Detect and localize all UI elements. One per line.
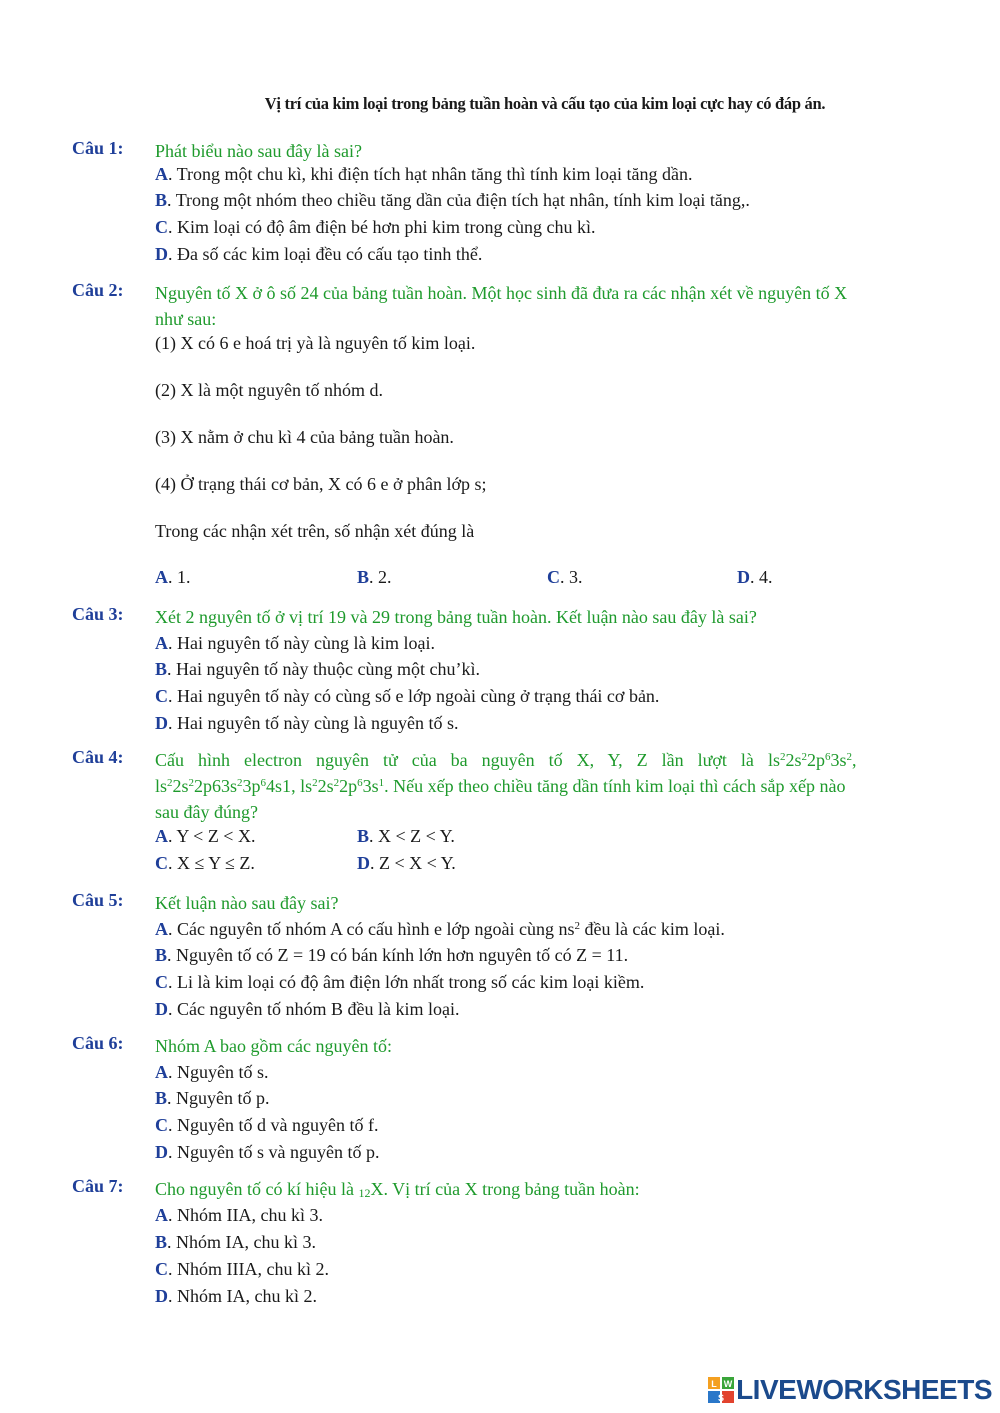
option-text: . Nguyên tố p. — [167, 1088, 270, 1108]
option-c[interactable] — [155, 214, 945, 240]
option-text: . Y < Z < X. — [168, 826, 256, 846]
option-letter: C — [155, 1259, 168, 1279]
option-a[interactable]: A. Các nguyên tố nhóm A có cấu hình e lớp ngoài cùng $ns^2$ đều là các kim loại. — [155, 919, 725, 939]
option-text: . Li là kim loại có độ âm điện lớn nhất trong số các kim loại kiềm. — [168, 972, 645, 992]
option-c[interactable] — [155, 1112, 945, 1138]
option-text: . 4. — [750, 567, 773, 587]
option-text: . Nguyên tố s. — [168, 1062, 269, 1082]
option-text: . Đa số các kim loại đều có cấu tạo tinh thể. — [168, 244, 483, 264]
option-text: . Kim loại có độ âm điện bé hơn phi kim trong cùng chu kì. — [168, 217, 596, 237]
option-letter: C — [155, 972, 168, 992]
question-label: Câu 5: — [72, 890, 124, 910]
option-letter: B — [357, 826, 370, 846]
question-label: Câu 4: — [72, 747, 124, 767]
question-text: Cấu hình electron nguyên tử của ba nguyên tố X, Y, Z lần lượt là $ls^22s^22p^63s^2$, — [155, 750, 857, 770]
option-letter: A — [155, 826, 168, 846]
svg-text:S: S — [718, 1393, 725, 1403]
option-b[interactable] — [357, 567, 392, 588]
option-text: . X ≤ Y ≤ Z. — [168, 853, 255, 873]
option-letter: C — [155, 217, 168, 237]
option-letter: C — [155, 853, 168, 873]
option-a[interactable] — [155, 1059, 945, 1085]
statement-1: (1) X có 6 e hoá trị yà là nguyên tố kim loại. — [155, 333, 476, 353]
option-b[interactable] — [155, 187, 945, 213]
option-a[interactable] — [155, 1202, 945, 1228]
question-text-continued: $ls^22s^22p63s^23p^64s1$, $ls^22s^22p^63s^1$. Nếu xếp theo chiều tăng dần tính kim loại thì cách sắp xếp nào — [155, 776, 846, 796]
option-text: . Z < X < Y. — [370, 853, 456, 873]
option-letter: B — [357, 567, 370, 587]
option-text: . Nhóm IIIA, chu kì 2. — [168, 1259, 329, 1279]
option-b[interactable] — [155, 1085, 945, 1111]
option-letter: D — [357, 853, 370, 873]
option-b[interactable] — [155, 1229, 945, 1255]
option-a[interactable] — [155, 567, 191, 588]
option-d[interactable] — [357, 853, 456, 874]
option-c[interactable] — [155, 1256, 945, 1282]
option-d[interactable] — [155, 996, 945, 1022]
option-d[interactable] — [155, 710, 945, 736]
question-text-continued: sau đây đúng? — [155, 802, 258, 822]
option-letter: C — [155, 686, 168, 706]
option-letter: A — [155, 919, 168, 939]
option-letter: A — [155, 1205, 168, 1225]
option-b[interactable] — [155, 656, 945, 682]
option-letter: C — [155, 1115, 168, 1135]
option-letter: B — [155, 1232, 168, 1252]
option-text: . Nguyên tố có Z = 19 có bán kính lớn hơn nguyên tố có Z = 11. — [167, 945, 629, 965]
option-b[interactable] — [357, 826, 455, 847]
option-a[interactable] — [155, 826, 255, 847]
question-label: Câu 2: — [72, 280, 124, 300]
question-label: Câu 3: — [72, 604, 124, 624]
liveworksheets-logo — [708, 1373, 992, 1407]
question-text: Nhóm A bao gồm các nguyên tố: — [155, 1036, 392, 1056]
statement-prompt: Trong các nhận xét trên, số nhận xét đúng là — [155, 521, 475, 541]
option-text: . Trong một chu kì, khi điện tích hạt nhân tăng thì tính kim loại tăng dần. — [168, 164, 693, 184]
option-text: . Nhóm IA, chu kì 2. — [168, 1286, 317, 1306]
option-c[interactable] — [155, 853, 255, 874]
question-label: Câu 6: — [72, 1033, 124, 1053]
option-letter: B — [155, 190, 168, 210]
option-letter: D — [155, 1286, 168, 1306]
option-text: . Các nguyên tố nhóm B đều là kim loại. — [168, 999, 460, 1019]
statement-3: (3) X nằm ở chu kì 4 của bảng tuần hoàn. — [155, 427, 454, 447]
option-text: . 3. — [560, 567, 583, 587]
option-letter: B — [155, 1088, 168, 1108]
option-letter: D — [155, 1142, 168, 1162]
option-text: . 2. — [369, 567, 392, 587]
option-letter: A — [155, 633, 168, 653]
statement-2: (2) X là một nguyên tố nhóm d. — [155, 380, 383, 400]
option-a[interactable] — [155, 161, 945, 187]
option-a[interactable] — [155, 630, 945, 656]
option-text: . Nguyên tố d và nguyên tố f. — [168, 1115, 379, 1135]
option-d[interactable] — [155, 1283, 945, 1309]
option-text: . Hai nguyên tố này cùng là nguyên tố s. — [168, 713, 459, 733]
logo-text: LIVEWORKSHEETS — [736, 1374, 992, 1405]
svg-text:W: W — [723, 1379, 733, 1389]
question-text: Nguyên tố X ở ô số 24 của bảng tuần hoàn. Một học sinh đã đưa ra các nhận xét về nguyên tố X — [155, 283, 848, 303]
option-d[interactable] — [155, 241, 945, 267]
liveworksheets-mark-icon — [708, 1377, 734, 1403]
option-letter: B — [155, 659, 168, 679]
option-text: . Nhóm IIA, chu kì 3. — [168, 1205, 323, 1225]
option-text: . Hai nguyên tố này cùng là kim loại. — [168, 633, 435, 653]
page-title: Vị trí của kim loại trong bảng tuần hoàn và cấu tạo của kim loại cực hay có đáp án. — [264, 94, 826, 113]
option-letter: D — [155, 244, 168, 264]
option-text: . 1. — [168, 567, 191, 587]
option-d[interactable] — [155, 1139, 945, 1165]
option-text: . Các nguyên tố nhóm A có cấu hình e lớp ngoài cùng ns — [168, 919, 575, 939]
option-text: . Hai nguyên tố này thuộc cùng một chu’kì. — [167, 659, 480, 679]
option-d[interactable] — [737, 567, 773, 588]
option-text: . Nguyên tố s và nguyên tố p. — [168, 1142, 380, 1162]
option-c[interactable] — [155, 969, 945, 995]
option-text: . X < Z < Y. — [369, 826, 455, 846]
option-letter: D — [155, 713, 168, 733]
option-text: . Nhóm IA, chu kì 3. — [167, 1232, 316, 1252]
question-text: Cho nguyên tố có kí hiệu là $_{12}$X. Vị trí của X trong bảng tuần hoàn: — [155, 1179, 640, 1200]
question-label: Câu 7: — [72, 1176, 124, 1196]
svg-text:L: L — [711, 1379, 717, 1389]
option-c[interactable] — [547, 567, 583, 588]
option-text: . Trong một nhóm theo chiều tăng dần của điện tích hạt nhân, tính kim loại tăng,. — [167, 190, 750, 210]
option-c[interactable] — [155, 683, 945, 709]
option-letter: D — [155, 999, 168, 1019]
option-letter: A — [155, 164, 168, 184]
option-letter: A — [155, 567, 168, 587]
question-text: Xét 2 nguyên tố ở vị trí 19 và 29 trong bảng tuần hoàn. Kết luận nào sau đây là sai? — [155, 607, 757, 627]
question-text-continued: như sau: — [155, 309, 217, 329]
option-letter: A — [155, 1062, 168, 1082]
question-label: Câu 1: — [72, 138, 124, 158]
statement-4: (4) Ở trạng thái cơ bản, X có 6 e ở phân lớp s; — [155, 474, 487, 494]
option-letter: D — [737, 567, 750, 587]
option-text: . Hai nguyên tố này có cùng số e lớp ngoài cùng ở trạng thái cơ bản. — [168, 686, 660, 706]
option-b[interactable] — [155, 942, 945, 968]
option-letter: B — [155, 945, 168, 965]
question-text: Kết luận nào sau đây sai? — [155, 893, 339, 913]
option-letter: C — [547, 567, 560, 587]
question-text: Phát biểu nào sau đây là sai? — [155, 141, 362, 161]
